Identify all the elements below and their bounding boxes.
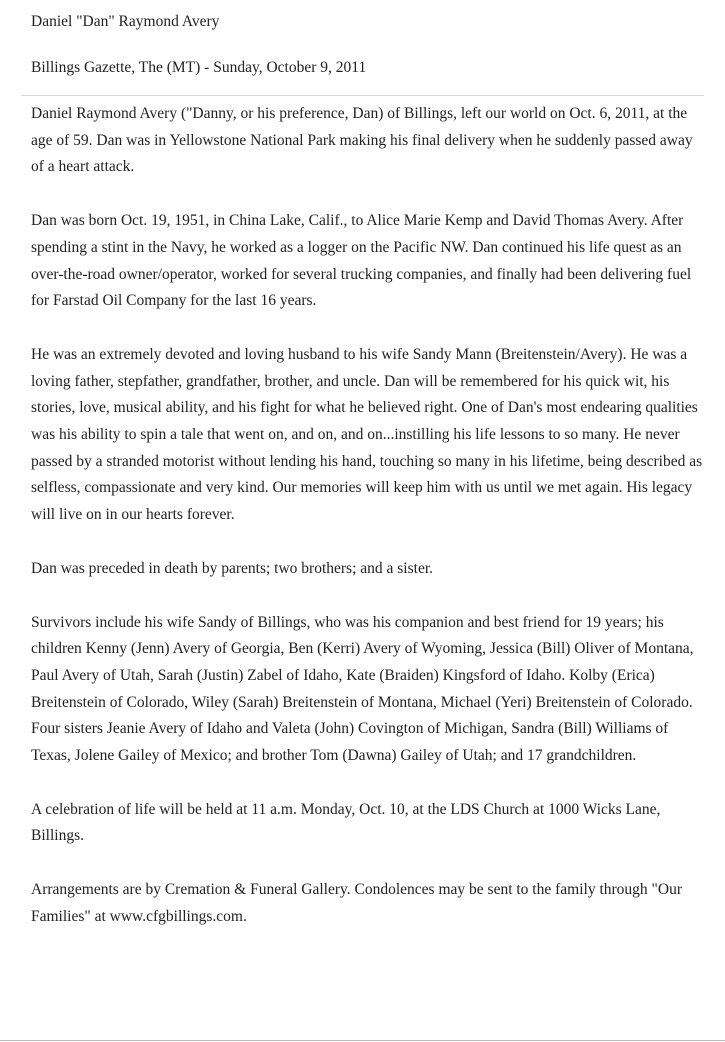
paragraph-biography: Dan was born Oct. 19, 1951, in China Lake, Calif., to Alice Marie Kemp and David Thomas Avery. After spending a stint in the Navy, he worked as a logger on the Pacific NW. Dan continued his life quest as an over-the-road owner/operator, worked for several trucking companies, and finally had been delivering fuel for Farstad Oil Company for the last 16 years. — [31, 212, 692, 310]
paragraph-preceded-in-death: Dan was preceded in death by parents; two brothers; and a sister. — [31, 559, 434, 577]
publication-source-line: Billings Gazette, The (MT) - Sunday, October 9, 2011 — [31, 59, 367, 76]
paragraph-death-notice: Daniel Raymond Avery ("Danny, or his preference, Dan) of Billings, left our world on Oct. 6, 2011, at the age of 59. Dan was in Yellowstone National Park making his final delivery when he suddenly passed away of a heart attack. — [31, 105, 693, 176]
bottom-border — [0, 1040, 725, 1041]
header-divider — [21, 95, 704, 96]
obituary-title: Daniel "Dan" Raymond Avery — [31, 13, 220, 30]
paragraph-remembrance: He was an extremely devoted and loving husband to his wife Sandy Mann (Breitenstein/Avery). He was a loving father, stepfather, grandfather, brother, and uncle. Dan will be remembered for his quick wit, his stories, love, musical ability, and his fight for what he believed right. One of Dan's most endearing qualities was his ability to spin a tale that went on, and on, and on...instilling his life lessons to so many. He never passed by a stranded motorist without lending his hand, touching so many in his lifetime, being described as selfless, compassionate and very kind. Our memories will keep him with us until we met again. His legacy will live on in our hearts forever. — [31, 345, 703, 524]
paragraph-survivors: Survivors include his wife Sandy of Billings, who was his companion and best friend for 19 years; his children Kenny (Jenn) Avery of Georgia, Ben (Kerri) Avery of Wyoming, Jessica (Bill) Oliver of Montana, Paul Avery of Utah, Sarah (Justin) Zabel of Idaho, Kate (Braiden) Kingsford of Idaho. Kolby (Erica) Breitenstein of Colorado, Wiley (Sarah) Breitenstein of Montana, Michael (Yeri) Breitenstein of Colorado. Four sisters Jeanie Avery of Idaho and Valeta (John) Covington of Michigan, Sandra (Bill) Williams of Texas, Jolene Gailey of Mexico; and brother Tom (Dawna) Gailey of Utah; and 17 grandchildren. — [31, 613, 694, 765]
paragraph-arrangements: Arrangements are by Cremation & Funeral Gallery. Condolences may be sent to the family through "Our Families" at www.cfgbillings.com. — [31, 881, 682, 925]
obituary-body — [31, 101, 709, 958]
paragraph-celebration-of-life: A celebration of life will be held at 11 a.m. Monday, Oct. 10, at the LDS Church at 1000 Wicks Lane, Billings. — [31, 800, 661, 845]
